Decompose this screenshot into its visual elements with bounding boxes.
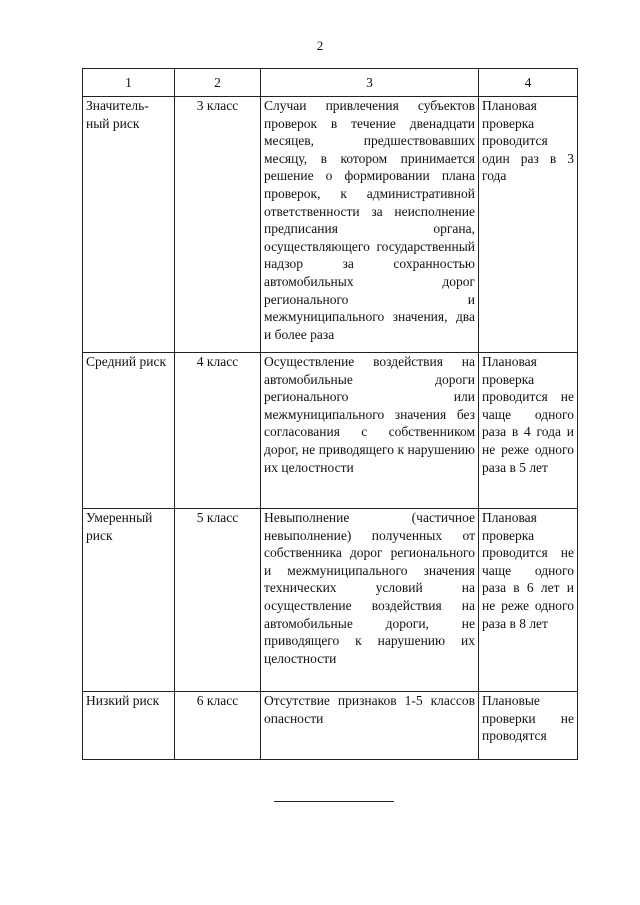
inspection-frequency-cell: Плановые проверки не проводятся	[479, 692, 578, 760]
hazard-class-cell: 5 класс	[175, 509, 261, 692]
footer-separator-line	[274, 801, 394, 802]
hazard-class-cell: 4 класс	[175, 353, 261, 509]
criteria-cell: Невыполнение (частичное невыполнение) полученных от собственника дорог регионального и межмуниципального значения технических условий на осуществление воздействия на автомобильные дороги, не приводящего к нарушению их целостности	[261, 509, 479, 692]
inspection-frequency-cell: Плановая проверка проводится не чаще одного раза в 4 года и не реже одного раза в 5 лет	[479, 353, 578, 509]
column-header-3: 3	[261, 69, 479, 97]
risk-level-cell: Умеренный риск	[83, 509, 175, 692]
table-row	[83, 353, 578, 509]
inspection-frequency-cell: Плановая проверка проводится один раз в 3 года	[479, 97, 578, 353]
column-header-4: 4	[479, 69, 578, 97]
table-row	[83, 692, 578, 760]
criteria-cell: Осуществление воздействия на автомобильные дороги регионального или межмуниципального значения без согласования с собственником дорог, не приводящего к нарушению их целостности	[261, 353, 479, 509]
risk-level-cell: Средний риск	[83, 353, 175, 509]
table-header-row	[83, 69, 578, 97]
hazard-class-cell: 6 класс	[175, 692, 261, 760]
table-row	[83, 509, 578, 692]
table-row	[83, 97, 578, 353]
column-header-2: 2	[175, 69, 261, 97]
risk-category-table	[82, 68, 578, 760]
page-number: 2	[316, 38, 324, 53]
risk-level-cell: Значитель-ный риск	[83, 97, 175, 353]
risk-level-cell: Низкий риск	[83, 692, 175, 760]
column-header-1: 1	[83, 69, 175, 97]
inspection-frequency-cell: Плановая проверка проводится не чаще одного раза в 6 лет и не реже одного раза в 8 лет	[479, 509, 578, 692]
hazard-class-cell: 3 класс	[175, 97, 261, 353]
criteria-cell: Отсутствие признаков 1-5 классов опасности	[261, 692, 479, 760]
criteria-cell: Случаи привлечения субъектов проверок в течение двенадцати месяцев, предшествовавших месяцу, в котором принимается решение о формировании плана проверок, к административной ответственности за неисполнение предписания органа, осуществляющего государственный надзор за сохранностью автомобильных дорог регионального и межмуниципального значения, два и более раза	[261, 97, 479, 353]
